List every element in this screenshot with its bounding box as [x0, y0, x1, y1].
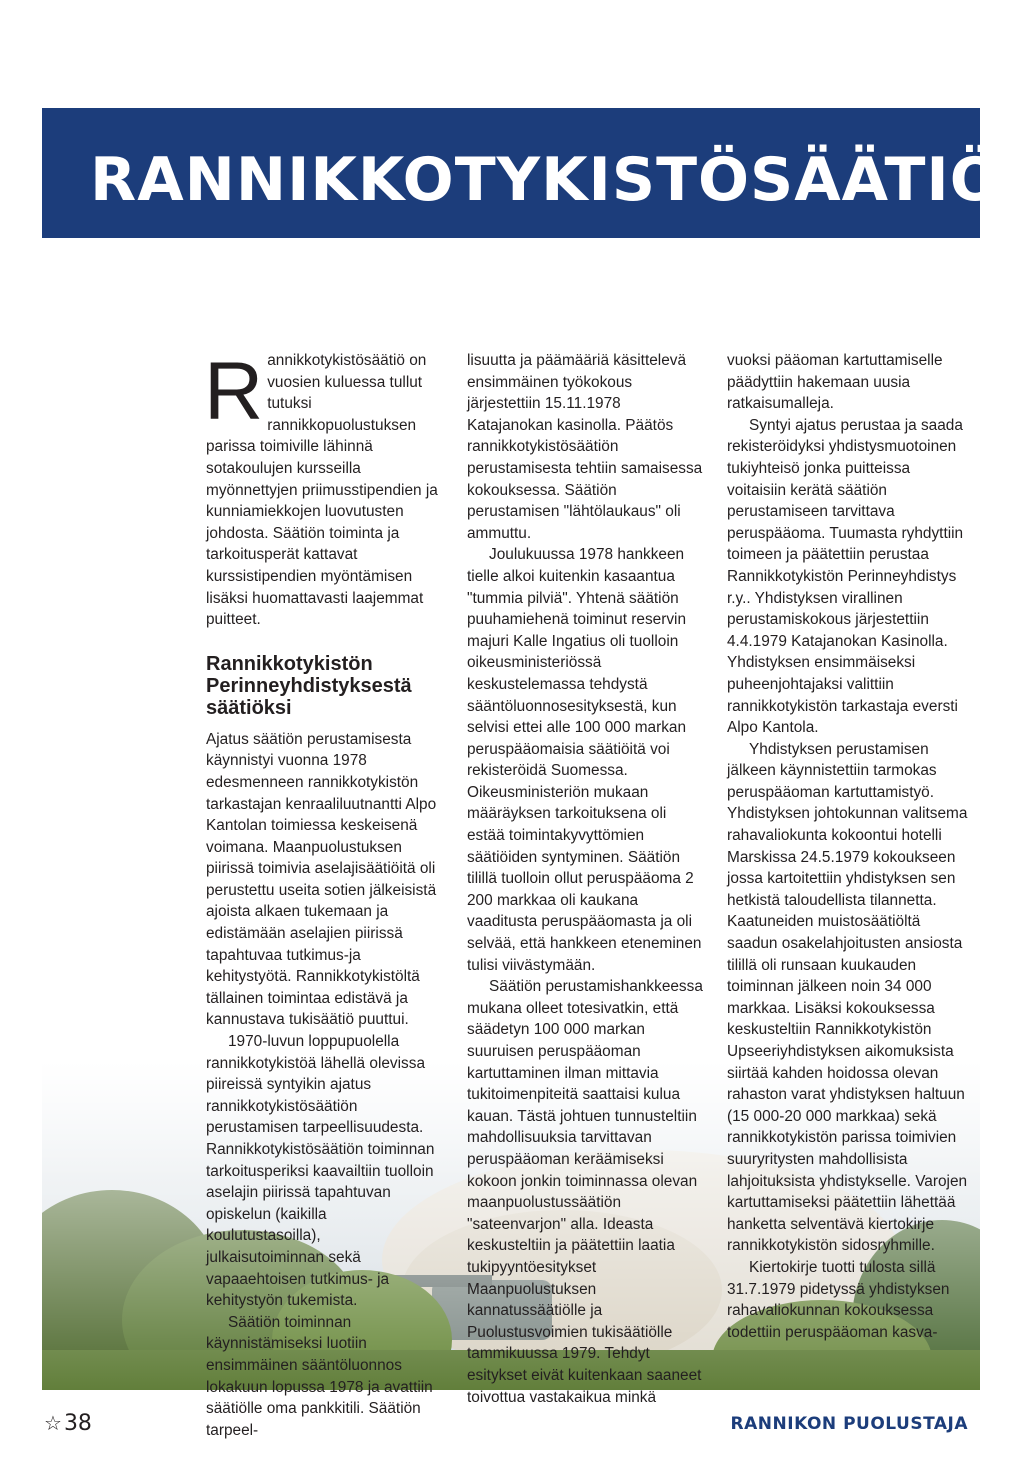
- page-number: [44, 1411, 92, 1436]
- paragraph: Kiertokirje tuotti tulosta sillä 31.7.1979 pidetyssä yhdistyksen rahavaliokunnan kokouksessa todettiin peruspääoman kasva-: [727, 1258, 950, 1341]
- title-banner: [42, 108, 1002, 238]
- paragraph: Ajatus säätiön perustamisesta käynnistyi vuonna 1978 edesmenneen rannikkotykistön tarkastajan kenraaliluutnantti Alpo Kantolan toimiessa keskeisenä voimana. Maanpuolustuksen piirissä toimivia aselajisäätiöitä oli perustettu useita sotien jälkeisistä ajoista alkaen tukemaan ja edistämään aselajien piirissä tapahtuvaa tutkimus-ja kehitystyötä. Rannikkotykistöltä tällainen toimintaa edistävä ja kannustava tukisäätiö puuttui.: [206, 730, 437, 1029]
- paragraph: Säätiön toiminnan käynnistämiseksi luotiin ensimmäinen sääntöluonnos lokakuun lopussa 1978 ja avattiin säätiölle oma pankkitili. Säätiön tarpeel-: [206, 1313, 433, 1439]
- paragraph: Syntyi ajatus perustaa ja saada rekisteröidyksi yhdistysmuotoinen tukiyhteisö jonka puitteissa voitaisiin kerätä säätiön perustamiseen tarvittava peruspääoma. Tuumasta ryhdyttiin toimeen ja päätettiin perustaa Rannikkotykistön Perinneyhdistys r.y.. Yhdistyksen virallinen perustamiskokous järjestettiin 4.4.1979 Katajanokan Kasinolla. Yhdistyksen ensimmäiseksi puheenjohtajaksi valittiin rannikkotykistön tarkastaja eversti Alpo Kantola.: [727, 416, 964, 737]
- section-subheading: Rannikkotykistön Perinneyhdistyksestä säätiöksi: [206, 652, 412, 719]
- article-column-3: [727, 350, 969, 1343]
- magazine-name: RANNIKON PUOLUSTAJA: [730, 1414, 968, 1434]
- intro-paragraph: [204, 346, 438, 631]
- paragraph: Joulukuussa 1978 hankkeen tielle alkoi kuitenkin kasaantua "tummia pilviä". Yhtenä säätiön puuhamiehenä toiminut reservin majuri Kalle Ingatius oli tuolloin oikeusministeriössä keskustelemassa tehdystä sääntöluonnosesityksestä, kun selvisi ettei alle 100 000 markan peruspääomaisia säätiöitä voi rekisteröidä Suomessa. Oikeusministeriön mukaan määräyksen tarkoituksena oli estää toimintakyvyttömien säätiöiden syntyminen. Säätiön tilillä tuolloin ollut peruspääoma 2 200 markkaa oli kaukana vaaditusta peruspääomasta ja oli selvää, että hankkeen eteneminen tulisi viivästymään.: [467, 546, 702, 974]
- page-number-text: 38: [63, 1411, 92, 1436]
- paragraph: lisuutta ja päämääriä käsittelevä ensimmäinen työkokous järjestettiin 15.11.1978 Katajanokan kasinolla. Päätös rannikkotykistösäätiön perustamisesta tehtiin samaisessa kokouksessa. Säätiön perustamisen "lähtölaukaus" oli ammuttu.: [467, 352, 703, 542]
- drop-cap: R: [204, 346, 264, 437]
- page-title: RANNIKKOTYKISTÖSÄÄTIÖ: [90, 145, 1002, 215]
- intro-text: annikkotykistösäätiö on vuosien kuluessa tullut tutuksi rannikkopuolustuksen parissa toimiville lähinnä sotakoulujen kursseilla myönnettyjen priimusstipendien ja kunniamiekkojen luovutusten johdosta. Säätiön toiminta ja tarkoitusperät kattavat kurssistipendien myöntämisen lisäksi huomattavasti laajemmat puitteet.: [206, 352, 438, 629]
- paragraph: Säätiön perustamishankkeessa mukana olleet totesivatkin, että säädetyn 100 000 markan suuruisen peruspääoman kartuttaminen ilman mittavia tukitoimenpiteitä saattaisi kulua kauan. Tästä johtuen tunnusteltiin mahdollisuuksia tarvittavan peruspääoman keräämiseksi kokoon jonkin toiminnassa olevan maanpuolustussäätiön "sateenvarjon" alla. Ideasta keskusteltiin ja päätettiin laatia tukipyyntöesitykset Maanpuolustuksen kannatussäätiölle ja Puolustusvoimien tukisäätiölle tammikuussa 1979. Tehdyt esitykset eivät kuitenkaan saaneet toivottua vastakaikua minkä: [467, 978, 703, 1406]
- star-outline-icon: ☆: [44, 1411, 62, 1435]
- paragraph: vuoksi pääoman kartuttamiselle päädyttiin hakemaan uusia ratkaisumalleja.: [727, 352, 943, 413]
- article-column-2: [467, 350, 707, 1408]
- paragraph: 1970-luvun loppupuolella rannikkotykistöä lähellä olevissa piireissä syntyikin ajatus rannikkotykistösäätiön perustamisen tarpeellisuudesta. Rannikkotykistösäätiön toiminnan tarkoitusperiksi kaavailtiin tuolloin aselajin piirissä tapahtuvan opiskelun (kaikilla koulutustasoilla), julkaisutoiminnan sekä vapaaehtoisen tutkimus- ja kehitystyön tukemista.: [206, 1033, 435, 1310]
- paragraph: Yhdistyksen perustamisen jälkeen käynnistettiin tarmokas peruspääoman kartuttamistyö. Yhdistyksen johtokunnan valitsema rahavaliokunta kokoontui hotelli Marskissa 24.5.1979 kokoukseen jossa kartoitettiin yhdistyksen sen hetkistä taloudellista tilannetta. Kaatuneiden muistosäätiöltä saadun osakelahjoitusten ansiosta tilillä oli runsaan kuukauden toiminnan jälkeen noin 34 000 markkaa. Lisäksi kokouksessa keskusteltiin Rannikkotykistön Upseeriyhdistyksen aikomuksista siirtää kahden hoidossa olevan rahaston varat yhdistyksen haltuun (15 000-20 000 markkaa) sekä rannikkotykistön parissa toimivien suuryritysten mahdollisista lahjoituksista yhdistykselle. Varojen kartuttamiseksi päätettiin lähettää hanketta selventävä kiertokirje rannikkotykistön sidosryhmille.: [727, 740, 968, 1255]
- article-column-1: [204, 346, 438, 1441]
